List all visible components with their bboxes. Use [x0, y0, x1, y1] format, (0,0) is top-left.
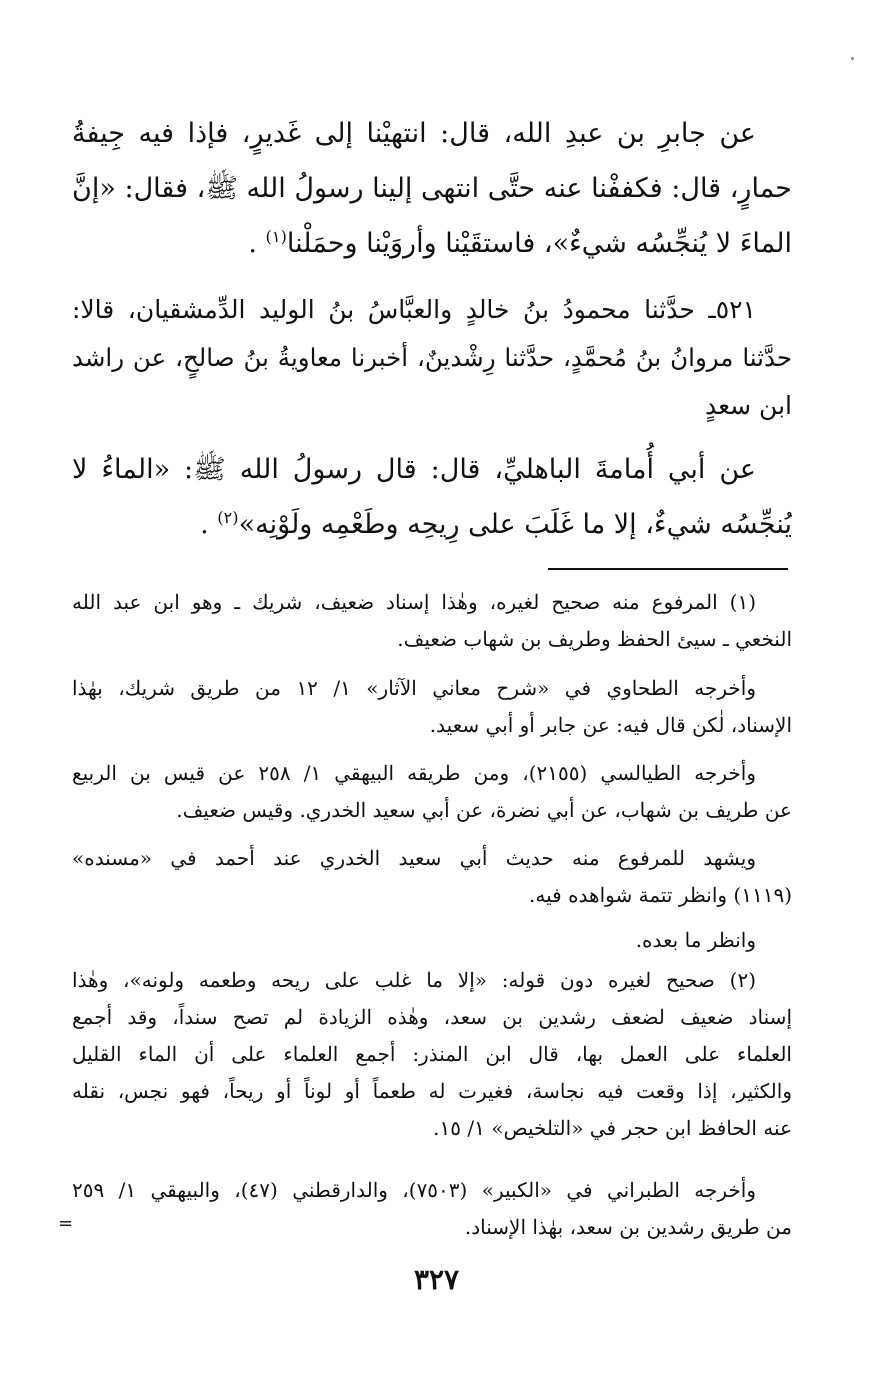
- footnote-separator: [548, 568, 788, 570]
- hadith-520-text: [72, 106, 792, 271]
- footnote-paragraph: [72, 670, 792, 744]
- footnote-paragraph: [72, 922, 792, 959]
- footnote-line: وأخرجه الطحاوي في «شرح معاني الآثار» ١/ ١٢ من طريق شريك، بهٰذا: [72, 676, 756, 700]
- footnote-line: من طريق رشدين بن سعد، بهٰذا الإسناد.: [464, 1215, 792, 1239]
- footnote-line: الإسناد، لٰكن قال فيه: عن جابر أو أبي سعيد.: [429, 713, 792, 737]
- footnote-line: وانظر ما بعده.: [635, 928, 756, 952]
- footnote-line: والكثير، إذا وقعت فيه نجاسة، فغيرت له طعماً أو لوناً أو ريحاً، فهو نجس، نقله: [72, 1079, 792, 1103]
- footnote-line: العلماء على العمل بها، قال ابن المنذر: أجمع العلماء على أن الماء القليل: [72, 1042, 792, 1066]
- continuation-mark: =: [58, 1213, 74, 1234]
- footnote-reference: (١): [265, 227, 287, 246]
- page-number: ٣٢٧: [413, 1263, 460, 1296]
- footnote-2: [72, 962, 792, 1147]
- matn-line: يُنجِّسُه شيءٌ، إلا ما غَلَبَ على رِيحِه وطَعْمِه ولَوْنِه»$^{(٢)}$ .: [200, 508, 792, 540]
- footnote-line: (١١١٩) وانظر تتمة شواهده فيه.: [529, 883, 792, 907]
- footnote-line: ويشهد للمرفوع منه حديث أبي سعيد الخدري عند أحمد في «مسنده»: [72, 846, 756, 870]
- footnote-paragraph: [72, 755, 792, 829]
- isnad-line: ٥٢١ـ حدَّثنا محمودُ بنُ خالدٍ والعبَّاسُ بنُ الوليد الدِّمشقيان، قالا:: [72, 295, 756, 324]
- matn-line-text: يُنجِّسُه شيءٌ، إلا ما غَلَبَ على رِيحِه وطَعْمِه ولَوْنِه»: [238, 509, 792, 540]
- footnote-paragraph: [72, 840, 792, 914]
- hadith-521-isnad: [72, 286, 792, 430]
- matn-line: عن أبي أُمامةَ الباهليِّ، قال: قال رسولُ الله ﷺ: «الماءُ لا: [72, 454, 756, 485]
- footnote-line: النخعي ـ سيئ الحفظ وطريف بن شهاب ضعيف.: [397, 627, 792, 651]
- footnote-line: عنه الحافظ ابن حجر في «التلخيص» ١/ ١٥.: [433, 1116, 792, 1140]
- hadith-line: الماءَ لا يُنجِّسُه شيءٌ»، فاستقَيْنا وأروَيْنا وحمَلْنا$^{(١)}$ .: [248, 227, 792, 259]
- footnote-line: وأخرجه الطيالسي (٢١٥٥)، ومن طريقه البيهقي ١/ ٢٥٨ عن قيس بن الربيع: [72, 761, 757, 785]
- hadith-line-text: الماءَ لا يُنجِّسُه شيءٌ»، فاستقَيْنا وأروَيْنا وحمَلْنا: [286, 228, 792, 259]
- footnote-line: (١) المرفوع منه صحيح لغيره، وهٰذا إسناد ضعيف، شريك ـ وهو ابن عبد الله: [72, 590, 756, 614]
- isnad-line: حدَّثنا مروانُ بنُ مُحمَّدٍ، حدَّثنا رِشْدينٌ، أخبرنا معاويةُ بنُ صالحٍ، عن راشد: [72, 343, 792, 372]
- hadith-line: حمارٍ، قال: فكففْنا عنه حتَّى انتهى إلينا رسولُ الله ﷺ، فقال: «إنَّ: [72, 173, 792, 204]
- footnote-1: [72, 584, 792, 658]
- hadith-line: عن جابرِ بن عبدِ الله، قال: انتهيْنا إلى غَديرٍ، فإذا فيه جِيفةُ: [72, 118, 756, 149]
- hadith-521-matn: [72, 442, 792, 552]
- footnote-line: (٢) صحيح لغيره دون قوله: «إلا ما غلب على ريحه وطعمه ولونه»، وهٰذا: [72, 968, 756, 992]
- footnote-line: إسناد ضعيف لضعف رشدين بن سعد، وهٰذه الزيادة لم تصح سنداً، وقد أجمع: [72, 1005, 792, 1029]
- footnote-line: وأخرجه الطبراني في «الكبير» (٧٥٠٣)، والدارقطني (٤٧)، والبيهقي ١/ ٢٥٩: [72, 1178, 757, 1202]
- footnote-paragraph: [72, 1172, 792, 1246]
- footnote-reference: (٢): [217, 508, 239, 527]
- isnad-line: ابن سعدٍ: [704, 391, 792, 420]
- scan-speck: [851, 57, 854, 60]
- footnote-line: عن طريف بن شهاب، عن أبي نضرة، عن أبي سعيد الخدري. وقيس ضعيف.: [176, 798, 792, 822]
